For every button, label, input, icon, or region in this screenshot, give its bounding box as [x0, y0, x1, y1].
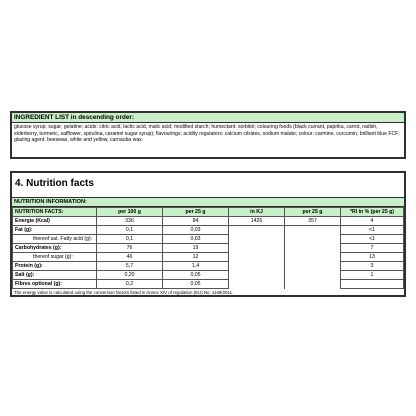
energy-kj-per-25g — [285, 262, 341, 271]
energy-footnote: The energy value is calculated using the conversion factors listed in Annex XIV of regulation (EU) No. 1169/2011. — [14, 290, 234, 295]
value-per-100g: 336 — [97, 217, 163, 226]
energy-kj — [229, 253, 285, 262]
value-per-25g: 0,05 — [163, 280, 229, 289]
column-header: per 25 g — [285, 208, 341, 217]
energy-kj-per-25g — [285, 280, 341, 289]
energy-kj-per-25g — [285, 244, 341, 253]
value-per-25g: 0,05 — [163, 271, 229, 280]
energy-kj — [229, 235, 285, 244]
energy-kj: 1426 — [229, 217, 285, 226]
value-per-100g: 0,1 — [97, 235, 163, 244]
nutrition-table-header — [13, 208, 404, 217]
nutrition-facts-box — [10, 171, 406, 297]
reference-intake-percent: 3 — [341, 262, 404, 271]
column-header: NUTRITION FACTS: — [13, 208, 97, 217]
reference-intake-percent: <1 — [341, 226, 404, 235]
nutrient-label: Protein (g): — [13, 262, 97, 271]
energy-kj — [229, 271, 285, 280]
nutrition-information-heading: NUTRITION INFORMATION: — [12, 198, 404, 207]
column-header: per 100 g — [97, 208, 163, 217]
value-per-25g: 84 — [163, 217, 229, 226]
nutrition-row — [13, 271, 404, 280]
nutrient-label: Fat (g): — [13, 226, 97, 235]
nutrient-label: Energie (Kcal) — [13, 217, 97, 226]
ingredient-list-text: glucose syrup; sugar; gelatine; acids: citric acid, lactic acid, malic acid; modified starch; humectant: sorbitol; colouring foods (black currant, paprika, carrot, radish, elderberry, turmeric, safflower, spirulina, caramel sugar syrup); flavourings; acidity regulators: calcium citrates, sodium malate; colour: carmine, curcumin, brilliant blue FCF; glazing agent: beeswax, white and yellow, carnauba wax. — [14, 124, 400, 144]
value-per-25g: 19 — [163, 244, 229, 253]
nutrition-table — [12, 207, 404, 289]
energy-kj-per-25g — [285, 271, 341, 280]
value-per-25g: 1,4 — [163, 262, 229, 271]
nutrition-row — [13, 226, 404, 235]
nutrition-facts-title: 4. Nutrition facts — [12, 173, 404, 198]
reference-intake-percent — [341, 280, 404, 289]
value-per-25g: 0,03 — [163, 235, 229, 244]
nutrition-row — [13, 262, 404, 271]
nutrient-label: thereof sugar (g): — [13, 253, 97, 262]
energy-kj — [229, 280, 285, 289]
energy-kj — [229, 226, 285, 235]
energy-kj-per-25g — [285, 226, 341, 235]
nutrition-row — [13, 217, 404, 226]
value-per-100g: 0,1 — [97, 226, 163, 235]
column-header: per 25 g — [163, 208, 229, 217]
nutrition-row — [13, 235, 404, 244]
reference-intake-percent: 13 — [341, 253, 404, 262]
nutrition-row — [13, 244, 404, 253]
nutrient-label: Carbohydrates (g): — [13, 244, 97, 253]
reference-intake-percent: <1 — [341, 235, 404, 244]
nutrition-row — [13, 253, 404, 262]
nutrient-label: thereof sat. Fatty acid (g): — [13, 235, 97, 244]
nutrient-label: Fibres optional (g): — [13, 280, 97, 289]
reference-intake-percent: 4 — [341, 217, 404, 226]
energy-kj-per-25g — [285, 253, 341, 262]
nutrient-label: Salt (g): — [13, 271, 97, 280]
value-per-25g: 12 — [163, 253, 229, 262]
ingredient-list-heading: INGREDIENT LIST in descending order: — [12, 113, 404, 123]
energy-kj — [229, 262, 285, 271]
reference-intake-percent: 1 — [341, 271, 404, 280]
value-per-100g: 46 — [97, 253, 163, 262]
energy-kj-per-25g: 357 — [285, 217, 341, 226]
value-per-100g: 0,2 — [97, 280, 163, 289]
reference-intake-percent: 7 — [341, 244, 404, 253]
column-header: *RI in % (per 25 g) — [341, 208, 404, 217]
energy-kj-per-25g — [285, 235, 341, 244]
energy-kj — [229, 244, 285, 253]
column-header: in KJ — [229, 208, 285, 217]
value-per-25g: 0,03 — [163, 226, 229, 235]
value-per-100g: 0,20 — [97, 271, 163, 280]
value-per-100g: 76 — [97, 244, 163, 253]
nutrition-row — [13, 280, 404, 289]
ingredient-list-box — [10, 111, 406, 159]
value-per-100g: 5,7 — [97, 262, 163, 271]
